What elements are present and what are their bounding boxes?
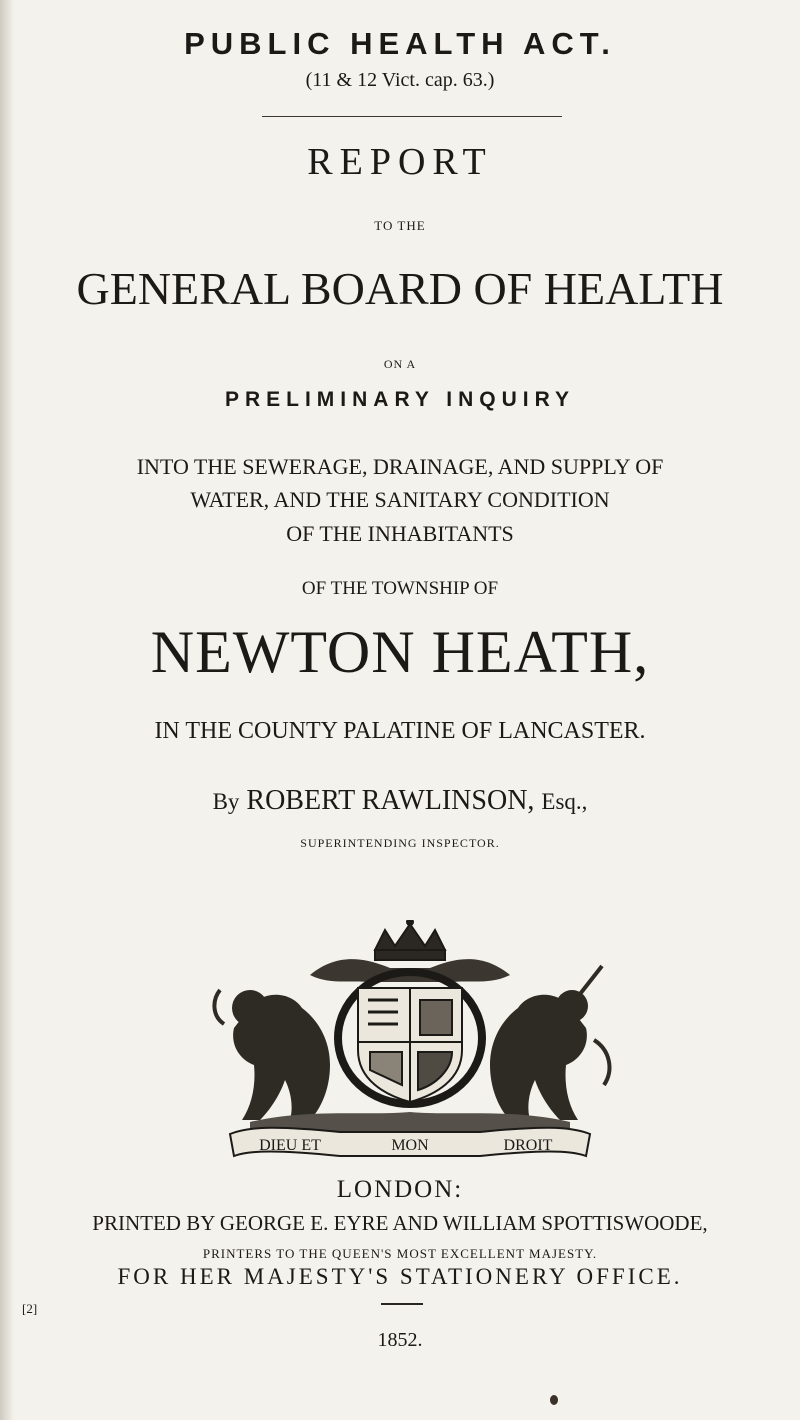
- unicorn-supporter-icon: [490, 966, 609, 1120]
- author-line: [0, 785, 800, 817]
- signature-mark: [2]: [22, 1301, 38, 1316]
- author-name: ROBERT RAWLINSON,: [246, 785, 535, 816]
- imprint-year: 1852.: [377, 1329, 423, 1351]
- royal-coat-of-arms: [190, 920, 630, 1160]
- preliminary-inquiry: PRELIMINARY INQUIRY: [224, 388, 576, 411]
- page-edge-shadow: [0, 0, 14, 1420]
- act-reference: (11 & 12 Vict. cap. 63.): [305, 69, 495, 91]
- report-title: REPORT: [307, 141, 493, 183]
- motto-right: DROIT: [503, 1137, 553, 1154]
- imprint-office: FOR HER MAJESTY'S STATIONERY OFFICE.: [117, 1264, 683, 1289]
- author-by: By: [212, 789, 240, 814]
- header-rule: [262, 116, 562, 117]
- board-title: GENERAL BOARD OF HEALTH: [76, 263, 724, 314]
- imprint-printers-to: PRINTERS TO THE QUEEN'S MOST EXCELLENT MAJESTY.: [202, 1246, 598, 1261]
- motto-left: DIEU ET: [259, 1137, 321, 1154]
- to-the-label: TO THE: [374, 218, 426, 233]
- crown-icon: [375, 920, 445, 960]
- imprint-printed-by: PRINTED BY GEORGE E. EYRE AND WILLIAM SPOTTISWOODE,: [92, 1211, 708, 1235]
- imprint-city: LONDON:: [336, 1176, 464, 1203]
- place-name: NEWTON HEATH,: [150, 619, 650, 685]
- subject-line-1: INTO THE SEWERAGE, DRAINAGE, AND SUPPLY OF: [136, 454, 664, 479]
- year-rule: [381, 1303, 423, 1305]
- subject-line-3: OF THE INHABITANTS: [286, 521, 514, 546]
- ink-spot: [550, 1395, 558, 1405]
- author-role: SUPERINTENDING INSPECTOR.: [300, 836, 500, 850]
- motto-scroll: [230, 1128, 590, 1156]
- on-a-label: ON A: [383, 357, 417, 371]
- subject-line-2: WATER, AND THE SANITARY CONDITION: [190, 487, 610, 512]
- shield-icon: [358, 988, 462, 1102]
- motto-center: MON: [391, 1137, 429, 1154]
- county-line: IN THE COUNTY PALATINE OF LANCASTER.: [154, 718, 646, 744]
- author-suffix: Esq.,: [541, 789, 588, 814]
- act-title: PUBLIC HEALTH ACT.: [184, 26, 616, 61]
- lion-supporter-icon: [214, 990, 330, 1120]
- township-label: OF THE TOWNSHIP OF: [301, 578, 499, 599]
